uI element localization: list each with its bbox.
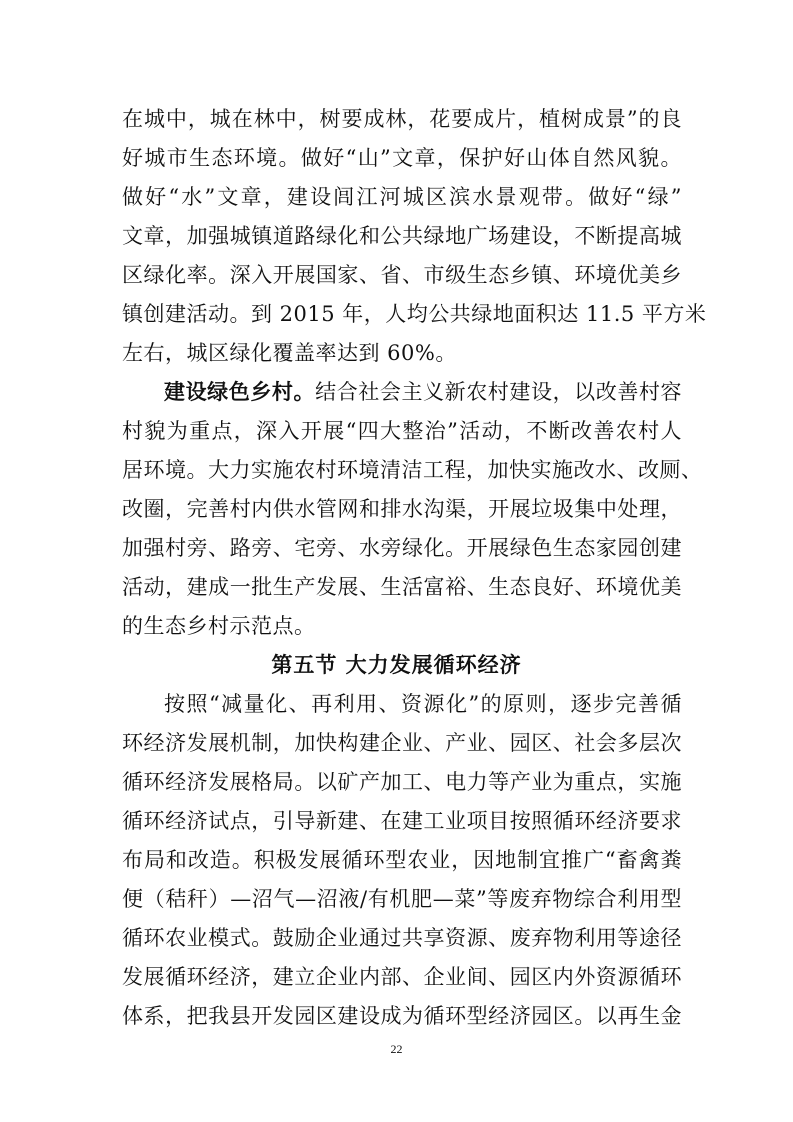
paragraph2-first-line-rest: 结合社会主义新农村建设，以改善村容 (315, 380, 682, 404)
paragraph1-line-4: 文章，加强城镇道路绿化和公共绿地广场建设，不断提高城 (122, 224, 682, 248)
paragraph3-line-1: 按照“减量化、再利用、资源化”的原则，逐步完善循 (164, 692, 682, 716)
paragraph2-line-5: 加强村旁、路旁、宅旁、水旁绿化。开展绿色生态家园创建 (122, 536, 682, 560)
paragraph1-line-1: 在城中，城在林中，树要成林，花要成片，植树成景”的良 (122, 107, 682, 131)
paragraph1-line-7: 左右，城区绿化覆盖率达到 60%。 (122, 341, 457, 365)
paragraph2-line-4: 改圈，完善村内供水管网和排水沟渠，开展垃圾集中处理， (122, 497, 682, 521)
paragraph2-line-2: 村貌为重点，深入开展“四大整治”活动，不断改善农村人 (122, 419, 682, 443)
paragraph2-lead: 建设绿色乡村。 (164, 379, 316, 404)
paragraph1-line-6: 镇创建活动。到 2015 年，人均公共绿地面积达 11.5 平方米 (122, 302, 707, 326)
paragraph3-line-8: 发展循环经济，建立企业内部、企业间、园区内外资源循环 (122, 965, 682, 989)
paragraph2-line-7: 的生态乡村示范点。 (122, 614, 316, 638)
paragraph3-line-7: 循环农业模式。鼓励企业通过共享资源、废弃物利用等途径 (122, 926, 682, 950)
section-heading: 第五节 大力发展循环经济 (271, 652, 522, 677)
paragraph2-line-6: 活动，建成一批生产发展、生活富裕、生态良好、环境优美 (122, 575, 682, 599)
paragraph3-line-5: 布局和改造。积极发展循环型农业，因地制宜推广“畜禽粪 (122, 848, 682, 872)
paragraph1-line-2: 好城市生态环境。做好“山”文章，保护好山体自然风貌。 (122, 146, 682, 170)
paragraph3-line-6: 便（秸秆）—沼气—沼液/有机肥—菜”等废弃物综合利用型 (122, 887, 682, 911)
paragraph2-line-3: 居环境。大力实施农村环境清洁工程，加快实施改水、改厕、 (122, 458, 703, 482)
paragraph3-line-2: 环经济发展机制，加快构建企业、产业、园区、社会多层次 (122, 731, 682, 755)
paragraph2-line-1 (164, 374, 682, 410)
paragraph1-line-3: 做好“水”文章，建设闾江河城区滨水景观带。做好“绿” (122, 185, 682, 209)
paragraph3-line-3: 循环经济发展格局。以矿产加工、电力等产业为重点，实施 (122, 770, 682, 794)
paragraph1-line-5: 区绿化率。深入开展国家、省、市级生态乡镇、环境优美乡 (122, 263, 682, 287)
page-number: 22 (390, 1042, 403, 1056)
paragraph3-line-4: 循环经济试点，引导新建、在建工业项目按照循环经济要求 (122, 809, 682, 833)
paragraph3-line-9: 体系，把我县开发园区建设成为循环型经济园区。以再生金 (122, 1004, 682, 1028)
